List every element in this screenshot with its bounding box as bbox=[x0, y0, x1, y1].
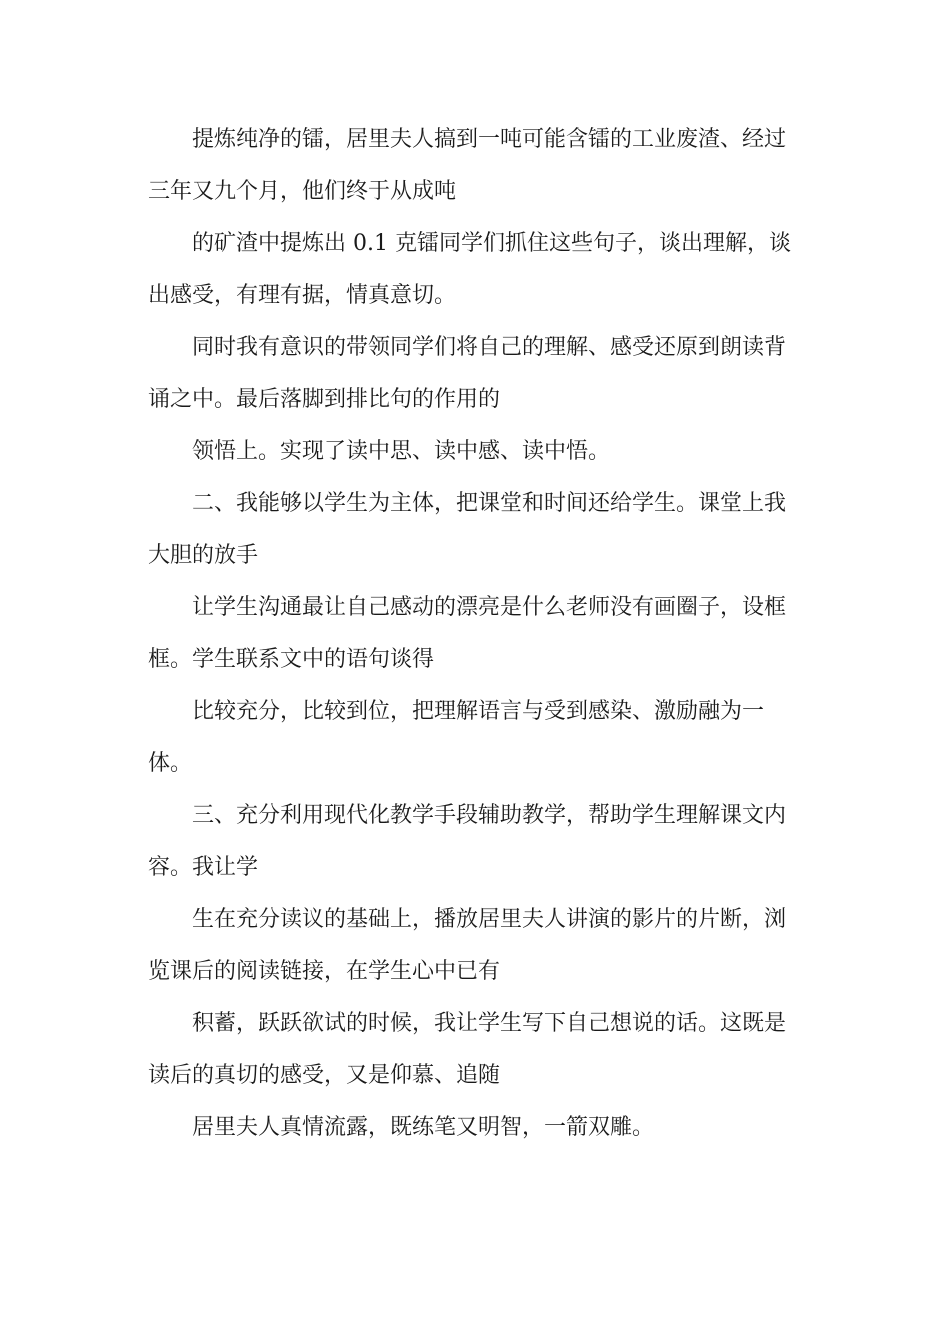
paragraph-8 bbox=[148, 790, 808, 894]
paragraph-line: 三、充分利用现代化教学手段辅助教学，帮助学生理解课文内 bbox=[192, 803, 787, 828]
paragraph-line: 提炼纯净的镭，居里夫人搞到一吨可能含镭的工业废渣、经过 bbox=[192, 127, 787, 152]
paragraph-line: 的矿渣中提炼出 0.1 克镭同学们抓住这些句子，谈出理解，谈 bbox=[192, 231, 791, 256]
paragraph-3 bbox=[148, 322, 808, 426]
paragraph-11 bbox=[148, 1102, 808, 1154]
paragraph-line: 体。 bbox=[148, 751, 193, 776]
paragraph-line: 二、我能够以学生为主体，把课堂和时间还给学生。课堂上我 bbox=[192, 491, 787, 516]
document-body bbox=[148, 114, 808, 1154]
paragraph-line: 让学生沟通最让自己感动的漂亮是什么老师没有画圈子，设框 bbox=[192, 595, 787, 620]
paragraph-4 bbox=[148, 426, 808, 478]
paragraph-line: 积蓄，跃跃欲试的时候，我让学生写下自己想说的话。这既是 bbox=[192, 1011, 787, 1036]
paragraph-line: 览课后的阅读链接，在学生心中已有 bbox=[148, 959, 501, 984]
paragraph-1 bbox=[148, 114, 808, 218]
paragraph-line: 领悟上。实现了读中思、读中感、读中悟。 bbox=[192, 439, 611, 464]
paragraph-line: 比较充分，比较到位，把理解语言与受到感染、激励融为一 bbox=[192, 699, 765, 724]
paragraph-9 bbox=[148, 894, 808, 998]
paragraph-line: 读后的真切的感受，又是仰慕、追随 bbox=[148, 1063, 501, 1088]
paragraph-2 bbox=[148, 218, 808, 322]
paragraph-line: 框。学生联系文中的语句谈得 bbox=[148, 647, 435, 672]
paragraph-line: 三年又九个月，他们终于从成吨 bbox=[148, 179, 457, 204]
paragraph-line: 生在充分读议的基础上，播放居里夫人讲演的影片的片断，浏 bbox=[192, 907, 787, 932]
paragraph-line: 出感受，有理有据，情真意切。 bbox=[148, 283, 457, 308]
paragraph-10 bbox=[148, 998, 808, 1102]
paragraph-line: 同时我有意识的带领同学们将自己的理解、感受还原到朗读背 bbox=[192, 335, 787, 360]
paragraph-line: 居里夫人真情流露，既练笔又明智，一箭双雕。 bbox=[192, 1115, 655, 1140]
paragraph-6 bbox=[148, 582, 808, 686]
paragraph-line: 诵之中。最后落脚到排比句的作用的 bbox=[148, 387, 501, 412]
paragraph-line: 大胆的放手 bbox=[148, 543, 259, 568]
paragraph-7 bbox=[148, 686, 808, 790]
paragraph-line: 容。我让学 bbox=[148, 855, 259, 880]
paragraph-5 bbox=[148, 478, 808, 582]
